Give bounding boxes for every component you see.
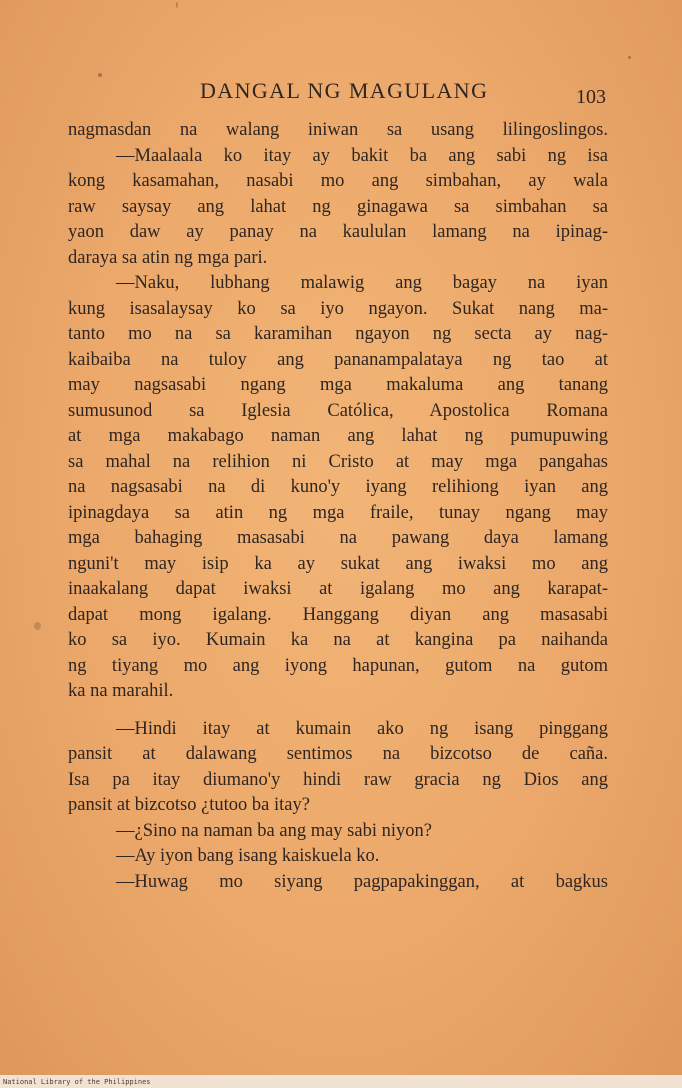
text-line: —Naku, lubhang malawig ang bagay na iyan <box>116 273 608 293</box>
text-line: tanto mo na sa karamihan ngayon ng secta ay nag- <box>68 324 608 344</box>
text-line: yaon daw ay panay na kaululan lamang na ipinag- <box>68 222 608 242</box>
text-line: at mga makabago naman ang lahat ng pumupuwing <box>68 426 608 446</box>
text-line: —Hindi itay at kumain ako ng isang pinggang <box>116 718 608 739</box>
text-line: —¿Sino na naman ba ang may sabi niyon? <box>116 820 432 841</box>
page-header <box>0 78 682 114</box>
paper-speck <box>98 73 102 77</box>
page-number: 103 <box>576 86 606 108</box>
text-line: nagmasdan na walang iniwan sa usang lilingoslingos. <box>68 120 608 140</box>
text-line: dapat mong igalang. Hanggang diyan ang masasabi <box>68 604 608 625</box>
running-head: DANGAL NG MAGULANG <box>200 78 489 103</box>
text-line: kaibaiba na tuloy ang pananampalataya ng tao at <box>68 349 608 370</box>
text-line: raw saysay ang lahat ng ginagawa sa simbahan sa <box>68 196 608 217</box>
text-line: sa mahal na relihion ni Cristo at may mga pangahas <box>68 451 608 472</box>
text-line: —Huwag mo siyang pagpapakinggan, at bagkus <box>116 871 608 892</box>
text-line: Isa pa itay diumano'y hindi raw gracia ng Dios ang <box>68 769 608 790</box>
text-line: inaakalang dapat iwaksi at igalang mo ang karapat- <box>68 579 608 599</box>
text-line: sumusunod sa Iglesia Católica, Apostolica Romana <box>68 400 608 421</box>
text-line: pansit at bizcotso ¿tutoo ba itay? <box>68 795 310 815</box>
paper-speck <box>34 622 41 630</box>
text-line: kong kasamahan, nasabi mo ang simbahan, ay wala <box>68 171 608 191</box>
text-line: ng tiyang mo ang iyong hapunan, gutom na gutom <box>68 655 608 676</box>
text-line: daraya sa atin ng mga pari. <box>68 247 268 268</box>
text-line: nguni't may isip ka ay sukat ang iwaksi mo ang <box>68 553 608 574</box>
text-line: ipinagdaya sa atin ng mga fraile, tunay ngang may <box>68 502 608 523</box>
text-line: mga bahaging masasabi na pawang daya lamang <box>68 528 608 548</box>
library-credit: National Library of the Philippines <box>3 1078 151 1086</box>
text-line: ko sa iyo. Kumain ka na at kangina pa naihanda <box>68 630 608 650</box>
text-line: ka na marahil. <box>68 681 174 701</box>
text-line: may nagsasabi ngang mga makaluma ang tanang <box>68 375 608 395</box>
paragraph-gap <box>68 705 608 717</box>
paper-speck <box>628 56 631 59</box>
body-text <box>68 118 608 895</box>
text-line: kung isasalaysay ko sa iyo ngayon. Sukat nang ma- <box>68 298 608 319</box>
text-line: —Maalaala ko itay ay bakit ba ang sabi ng isa <box>116 145 608 166</box>
text-line: na nagsasabi na di kuno'y iyang relihiong iyan ang <box>68 477 608 497</box>
paper-speck <box>176 2 178 8</box>
text-line: —Ay iyon bang isang kaiskuela ko. <box>116 846 380 866</box>
text-line: pansit at dalawang sentimos na bizcotso de caña. <box>68 744 608 764</box>
